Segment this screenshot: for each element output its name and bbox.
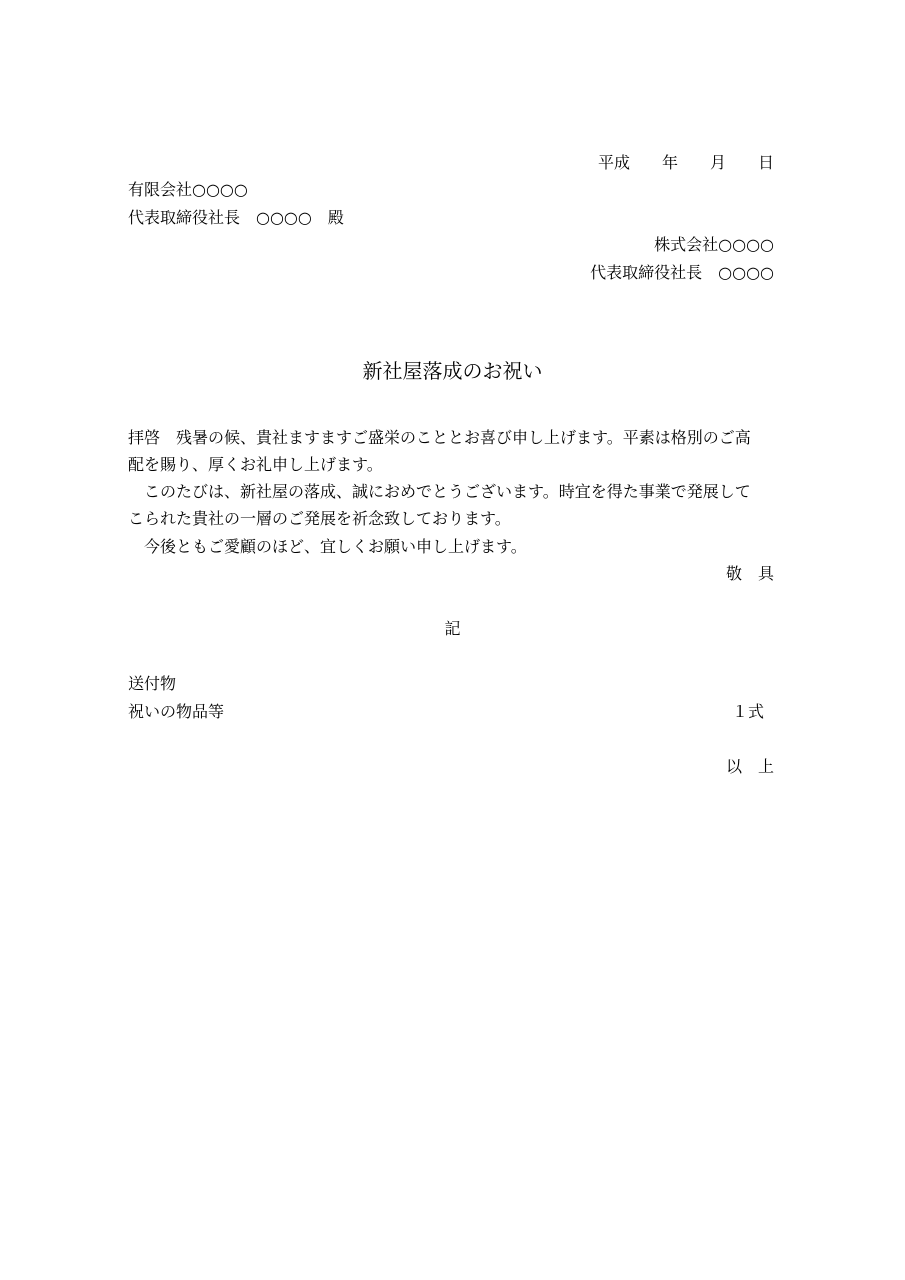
record-label: 送付物 [128,674,177,693]
recipient-person: 代表取締役社長 ○○○○ 殿 [128,208,344,227]
body-line-3: このたびは、新社屋の落成、誠におめでとうございます。時宜を得た事業で発展して [128,482,751,501]
date: 平成 年 月 日 [597,153,774,172]
recipient-company: 有限会社○○○○ [128,180,248,199]
record-end: 以 上 [725,757,774,776]
body-line-4: こられた貴社の一層のご発展を祈念致しております。 [128,509,511,528]
record-item: 祝いの物品等 [128,702,225,721]
body-line-5: 今後ともご愛顧のほど、宜しくお願い申し上げます。 [128,537,527,556]
record-heading: 記 [444,619,461,638]
body-line-1: 拝啓 残暑の候、貴社ますますご盛栄のこととお喜び申し上げます。平素は格別のご高 [128,428,751,447]
sender-company: 株式会社○○○○ [654,235,774,254]
document-title: 新社屋落成のお祝い [362,359,543,383]
closing-keigu: 敬 具 [725,564,774,583]
record-quantity: １式 [732,702,765,721]
sender-person: 代表取締役社長 ○○○○ [590,263,774,282]
body-line-2: 配を賜り、厚くお礼申し上げます。 [128,455,383,474]
